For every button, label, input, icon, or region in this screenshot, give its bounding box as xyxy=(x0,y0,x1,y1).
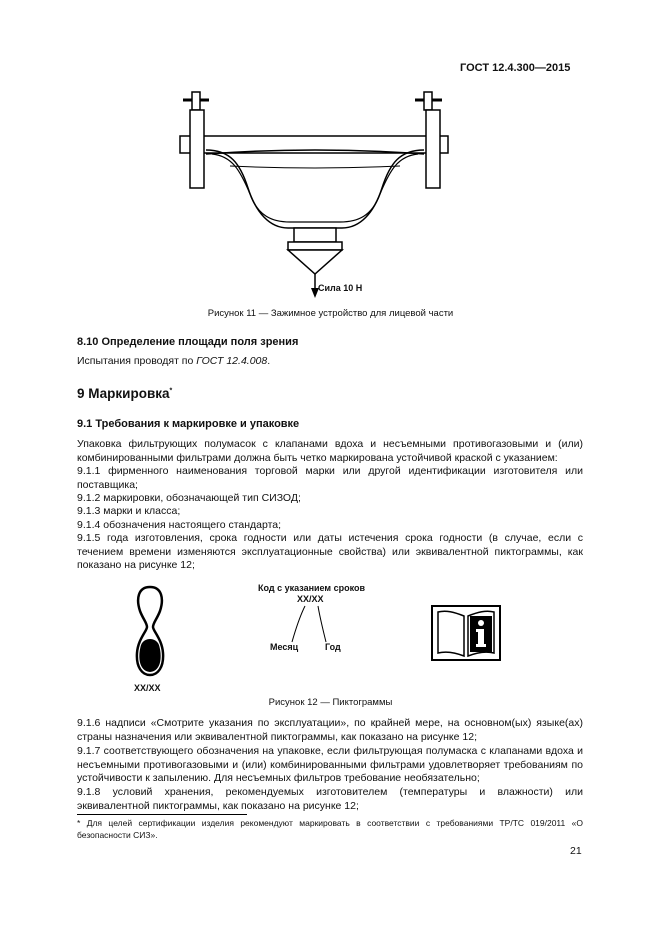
force-label: Сила 10 Н xyxy=(318,283,363,293)
item-9-1-2: 9.1.2 маркировки, обозначающей тип СИЗОД; xyxy=(77,492,301,504)
hourglass-label: XX/XX xyxy=(134,683,161,693)
hourglass-icon xyxy=(132,583,168,683)
section-8-10-text xyxy=(77,355,270,369)
item-9-1-8: 9.1.8 условий хранения, рекомендуемых изготовителем (температуры и влажности) или эквивалентной пиктограммы, как показано на рисунке 12; xyxy=(77,786,583,812)
item-9-1-1: 9.1.1 фирменного наименования торговой марки или другой идентификации изготовителя или поставщика; xyxy=(77,465,583,491)
date-code-pointers xyxy=(280,604,340,644)
item-9-1-3: 9.1.3 марки и класса; xyxy=(77,505,181,517)
item-9-1-4: 9.1.4 обозначения настоящего стандарта; xyxy=(77,519,282,531)
text-suffix: . xyxy=(267,355,271,367)
footnote-divider xyxy=(77,814,247,815)
date-code-value: XX/XX xyxy=(297,594,324,604)
clamping-device-figure xyxy=(170,88,470,303)
intro-text: Упаковка фильтрующих полумасок с клапанами вдоха и несъемными противогазовыми и (или) комбинированными фильтрами должна быть четко маркирована устойчивой краской с указанием: xyxy=(77,438,583,464)
date-code-month: Месяц xyxy=(270,642,299,652)
text-prefix: Испытания проводят по xyxy=(77,355,197,367)
footnote-mark: * xyxy=(169,387,173,395)
footnote: * Для целей сертификации изделия рекомендуют маркировать в соответствии с требованиями ТР/ТС 019/2011 «О безопасности СИЗ». xyxy=(77,818,583,840)
item-9-1-5: 9.1.5 года изготовления, срока годности или даты истечения срока годности (в случае, если с течением времени изменяются эксплуатационные свойства) или эквивалентной пиктограммы, как показано на рисунке 12; xyxy=(77,532,583,571)
section-9-1-title: 9.1 Требования к маркировке и упаковке xyxy=(77,418,300,430)
information-book-icon xyxy=(430,604,502,662)
standard-reference: ГОСТ 12.4.008 xyxy=(196,355,268,367)
date-code-year: Год xyxy=(325,642,341,652)
date-code-title: Код с указанием сроков xyxy=(258,583,366,593)
figure-11-caption: Рисунок 11 — Зажимное устройство для лицевой части xyxy=(207,308,454,319)
section-8-10-title: 8.10 Определение площади поля зрения xyxy=(77,336,299,348)
page-number: 21 xyxy=(570,845,582,857)
section-9-title xyxy=(77,386,172,401)
document-header: ГОСТ 12.4.300—2015 xyxy=(460,62,571,74)
item-9-1-6: 9.1.6 надписи «Смотрите указания по эксплуатации», по крайней мере, на основном(ых) языке(ах) страны назначения или эквивалентной пиктограммы, как показано на рисунке 12; xyxy=(77,717,583,743)
intro-paragraph xyxy=(77,438,583,465)
item-9-1-7: 9.1.7 соответствующего обозначения на упаковке, если фильтрующая полумаска с клапанами вдоха и несъемными противогазовыми и (или) комбинированными фильтрами удовлетворяет требованиям по устойчивости к запылению. Для несъемных фильтров требование необязательно; xyxy=(77,745,583,784)
section-9-title-text: 9 Маркировка xyxy=(77,386,170,401)
figure-12-caption: Рисунок 12 — Пиктограммы xyxy=(268,697,393,708)
